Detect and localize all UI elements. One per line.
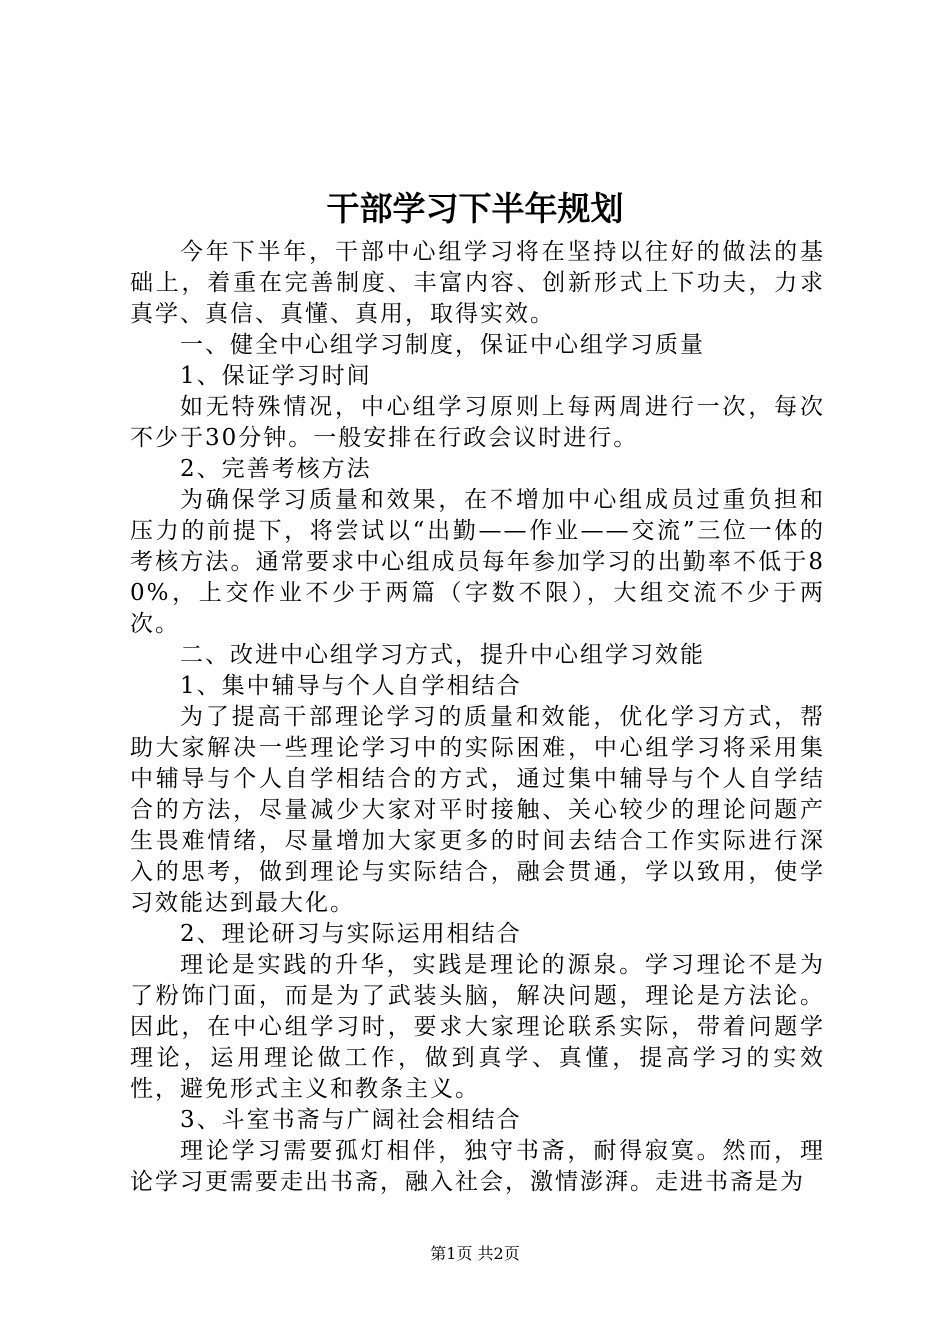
paragraph-1-2: 为确保学习质量和效果，在不增加中心组成员过重负担和压力的前提下，将尝试以“出勤——作业——交流”三位一体的考核方法。通常要求中心组成员每年参加学习的出勤率不低于80%，上交作业不少于两篇（字数不限），大组交流不少于两次。 <box>130 487 825 637</box>
section-heading-1: 一、健全中心组学习制度，保证中心组学习质量 <box>180 332 705 358</box>
subheading-2-2: 2、理论研习与实际运用相结合 <box>180 921 522 947</box>
paragraph-2-1: 为了提高干部理论学习的质量和效能，优化学习方式，帮助大家解决一些理论学习中的实际困难，中心组学习将采用集中辅导与个人自学相结合的方式，通过集中辅导与个人自学结合的方法，尽量减少大家对平时接触、关心较少的理论问题产生畏难情绪，尽量增加大家更多的时间去结合工作实际进行深入的思考，做到理论与实际结合，融会贯通，学以致用，使学习效能达到最大化。 <box>130 704 825 916</box>
paragraph-1-1: 如无特殊情况，中心组学习原则上每两周进行一次，每次不少于30分钟。一般安排在行政会议时进行。 <box>130 394 825 451</box>
subheading-1-2: 2、完善考核方法 <box>180 456 372 482</box>
document-body <box>130 237 825 1198</box>
subheading-2-1: 1、集中辅导与个人自学相结合 <box>180 673 522 699</box>
paragraph-2-3: 理论学习需要孤灯相伴，独守书斋，耐得寂寞。然而，理论学习更需要走出书斋，融入社会，激情澎湃。走进书斋是为 <box>130 1138 825 1195</box>
document-title: 干部学习下半年规划 <box>326 189 624 228</box>
page-footer: 第1页 共2页 <box>430 1244 520 1263</box>
section-heading-2: 二、改进中心组学习方式，提升中心组学习效能 <box>180 642 705 668</box>
subheading-2-3: 3、斗室书斋与广阔社会相结合 <box>180 1107 522 1133</box>
paragraph-2-2: 理论是实践的升华，实践是理论的源泉。学习理论不是为了粉饰门面，而是为了武装头脑，解决问题，理论是方法论。因此，在中心组学习时，要求大家理论联系实际，带着问题学理论，运用理论做工作，做到真学、真懂，提高学习的实效性，避免形式主义和教条主义。 <box>130 952 825 1102</box>
paragraph-intro: 今年下半年，干部中心组学习将在坚持以往好的做法的基础上，着重在完善制度、丰富内容、创新形式上下功夫，力求真学、真信、真懂、真用，取得实效。 <box>130 239 825 327</box>
subheading-1-1: 1、保证学习时间 <box>180 363 372 389</box>
